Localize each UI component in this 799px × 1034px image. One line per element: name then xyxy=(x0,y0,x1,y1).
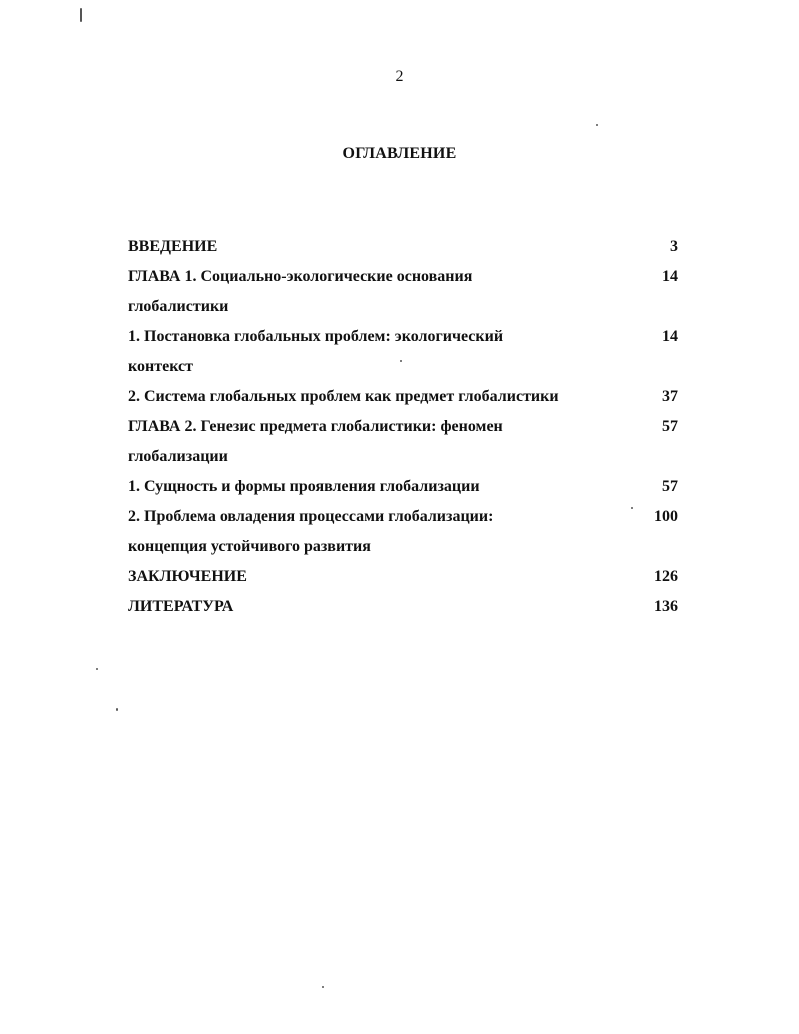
toc-entry-title: 2. Проблема овладения процессами глобализации: концепция устойчивого развития xyxy=(128,508,494,555)
scan-speck xyxy=(116,708,118,711)
toc-entry xyxy=(128,322,678,382)
page-number: 2 xyxy=(395,68,404,85)
toc-entry xyxy=(128,472,678,502)
scan-speck xyxy=(322,986,324,988)
toc-entry-page: 57 xyxy=(662,418,678,435)
toc-entry-page: 14 xyxy=(662,268,678,285)
toc-entry-title: 1. Сущность и формы проявления глобализации xyxy=(128,478,480,495)
toc-entry-title: ЛИТЕРАТУРА xyxy=(128,598,234,615)
toc-entry-page: 126 xyxy=(654,568,678,585)
toc-entry xyxy=(128,382,678,412)
toc-entry xyxy=(128,262,678,322)
toc-entry-title: 2. Система глобальных проблем как предмет глобалистики xyxy=(128,388,559,405)
toc-entry-page: 37 xyxy=(662,388,678,405)
scan-speck xyxy=(80,8,82,22)
scan-speck xyxy=(96,668,98,670)
toc-entry xyxy=(128,562,678,592)
toc-entry xyxy=(128,412,678,472)
table-of-contents xyxy=(128,232,678,622)
scan-speck xyxy=(596,124,598,126)
toc-entry-title: ГЛАВА 2. Генезис предмета глобалистики: феномен глобализации xyxy=(128,418,503,465)
toc-entry-page: 100 xyxy=(654,508,678,525)
toc-entry-title: 1. Постановка глобальных проблем: экологический контекст xyxy=(128,328,504,375)
toc-entry-page: 57 xyxy=(662,478,678,495)
toc-entry-page: 14 xyxy=(662,328,678,345)
toc-entry xyxy=(128,502,678,562)
toc-entry xyxy=(128,592,678,622)
page-title: ОГЛАВЛЕНИЕ xyxy=(342,145,457,162)
toc-entry-page: 3 xyxy=(670,238,678,255)
toc-entry-title: ГЛАВА 1. Социально-экологические основания глобалистики xyxy=(128,268,473,315)
toc-entry xyxy=(128,232,678,262)
toc-entry-page: 136 xyxy=(654,598,678,615)
toc-entry-title: ВВЕДЕНИЕ xyxy=(128,238,218,255)
toc-entry-title: ЗАКЛЮЧЕНИЕ xyxy=(128,568,247,585)
